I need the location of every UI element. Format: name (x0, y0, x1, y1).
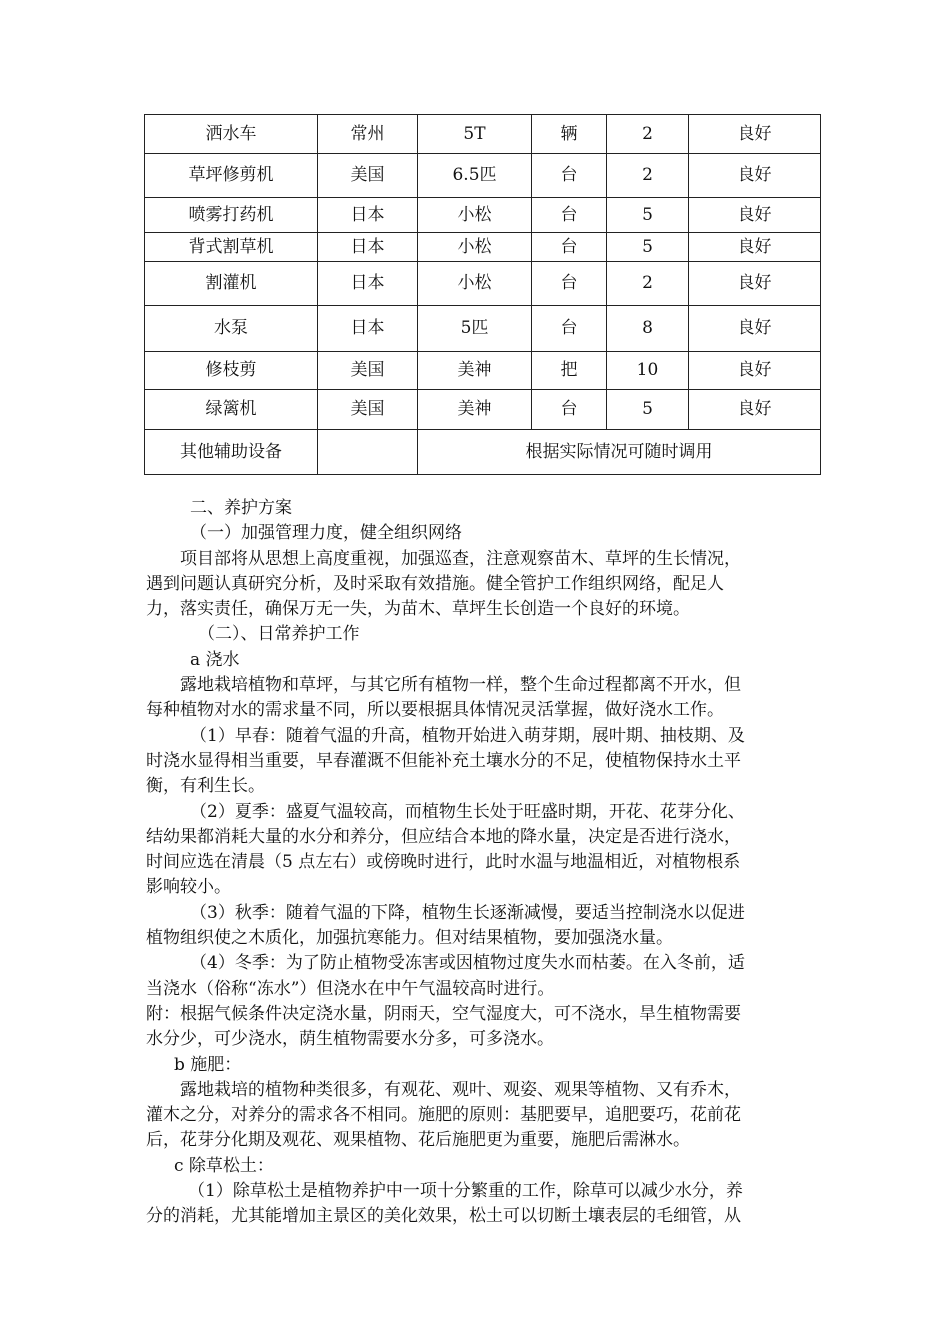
table-row (145, 390, 821, 430)
paragraph-line: 影响较小。 (146, 877, 231, 898)
paragraph-line: 附：根据气候条件决定浇水量，阴雨天，空气湿度大，可不浇水，旱生植物需要 (146, 1003, 741, 1024)
paragraph-line: 每种植物对水的需求量不同，所以要根据具体情况灵活掌握，做好浇水工作。 (146, 700, 724, 721)
paragraph-line: （2）夏季：盛夏气温较高，而植物生长处于旺盛时期，开花、花芽分化、 (190, 801, 745, 822)
table-cell (318, 430, 418, 475)
paragraph-line: （4）冬季：为了防止植物受冻害或因植物过度失水而枯萎。在入冬前，适 (190, 953, 745, 974)
table-cell: 辆 (532, 115, 607, 154)
paragraph-line: 遇到问题认真研究分析，及时采取有效措施。健全管护工作组织网络，配足人 (146, 573, 724, 594)
equipment-table (144, 114, 821, 475)
item-heading: b 施肥： (174, 1054, 242, 1075)
paragraph-line: 衡，有利生长。 (146, 776, 265, 797)
table-cell: 台 (532, 233, 607, 262)
paragraph-line: 力，落实责任，确保万无一失，为苗木、草坪生长创造一个良好的环境。 (146, 599, 690, 620)
item-heading: a 浇水 (190, 649, 240, 670)
table-cell: 5 (607, 198, 689, 233)
table-cell: 台 (532, 154, 607, 198)
paragraph-line: 时间应选在清晨（5 点左右）或傍晚时进行，此时水温与地温相近，对植物根系 (146, 852, 741, 873)
table-cell: 修枝剪 (145, 352, 318, 390)
table-cell: 背式割草机 (145, 233, 318, 262)
table-cell: 日本 (318, 233, 418, 262)
paragraph-line: （3）秋季：随着气温的下降，植物生长逐渐减慢，要适当控制浇水以促进 (190, 902, 745, 923)
table-row (145, 430, 821, 475)
table-row (145, 262, 821, 306)
table-cell: 良好 (689, 198, 821, 233)
subsection-heading: （二）、日常养护工作 (198, 624, 360, 645)
paragraph-line: （1）除草松土是植物养护中一项十分繁重的工作，除草可以减少水分，养 (188, 1181, 743, 1202)
table-row (145, 233, 821, 262)
table-cell: 2 (607, 262, 689, 306)
paragraph-line: 项目部将从思想上高度重视，加强巡查，注意观察苗木、草坪的生长情况， (180, 548, 741, 569)
table-cell: 草坪修剪机 (145, 154, 318, 198)
table-cell: 美国 (318, 154, 418, 198)
table-cell: 常州 (318, 115, 418, 154)
table-cell: 美国 (318, 390, 418, 430)
table-cell: 割灌机 (145, 262, 318, 306)
table-cell: 良好 (689, 306, 821, 352)
paragraph-line: 露地栽培的植物种类很多，有观花、观叶、观姿、观果等植物、又有乔木， (180, 1079, 741, 1100)
paragraph-line: 水分少，可少浇水，荫生植物需要水分多，可多浇水。 (146, 1029, 554, 1050)
section-heading: 二、养护方案 (190, 498, 292, 518)
table-cell: 日本 (318, 262, 418, 306)
table-cell: 良好 (689, 154, 821, 198)
table-cell: 5匹 (418, 306, 532, 352)
table-cell: 绿篱机 (145, 390, 318, 430)
table-row (145, 154, 821, 198)
paragraph-line: 分的消耗，尤其能增加主景区的美化效果，松土可以切断土壤表层的毛细管，从 (146, 1206, 741, 1227)
document-body (146, 496, 810, 1230)
table-cell: 6.5匹 (418, 154, 532, 198)
table-cell: 5T (418, 115, 532, 154)
table-cell-note: 根据实际情况可随时调用 (418, 430, 821, 475)
table-cell: 小松 (418, 262, 532, 306)
table-cell: 美神 (418, 390, 532, 430)
paragraph-line: 后，花芽分化期及观花、观果植物、花后施肥更为重要，施肥后需淋水。 (146, 1130, 690, 1151)
table-cell: 5 (607, 233, 689, 262)
table-row (145, 115, 821, 154)
table-cell: 2 (607, 154, 689, 198)
paragraph-line: 植物组织使之木质化，加强抗寒能力。但对结果植物，要加强浇水量。 (146, 928, 673, 949)
table-cell: 其他辅助设备 (145, 430, 318, 475)
paragraph-line: 露地栽培植物和草坪，与其它所有植物一样，整个生命过程都离不开水，但 (180, 675, 741, 696)
table-cell: 喷雾打药机 (145, 198, 318, 233)
table-cell: 小松 (418, 198, 532, 233)
table-row (145, 352, 821, 390)
table-cell: 10 (607, 352, 689, 390)
item-heading: c 除草松土： (174, 1155, 274, 1176)
table-cell: 美国 (318, 352, 418, 390)
table-cell: 洒水车 (145, 115, 318, 154)
paragraph-line: （1）早春：随着气温的升高，植物开始进入萌芽期，展叶期、抽枝期、及 (190, 725, 745, 746)
table-cell: 良好 (689, 262, 821, 306)
table-row (145, 198, 821, 233)
paragraph-line: 结幼果都消耗大量的水分和养分，但应结合本地的降水量，决定是否进行浇水， (146, 826, 741, 847)
table-cell: 良好 (689, 233, 821, 262)
table-cell: 良好 (689, 390, 821, 430)
table-cell: 良好 (689, 115, 821, 154)
table-cell: 把 (532, 352, 607, 390)
table-cell: 台 (532, 262, 607, 306)
table-cell: 台 (532, 198, 607, 233)
table-cell: 美神 (418, 352, 532, 390)
table-cell: 日本 (318, 198, 418, 233)
table-cell: 台 (532, 306, 607, 352)
paragraph-line: 当浇水（俗称“冻水”）但浇水在中午气温较高时进行。 (146, 978, 555, 999)
table-cell: 台 (532, 390, 607, 430)
table-cell: 2 (607, 115, 689, 154)
paragraph-line: 灌木之分，对养分的需求各不相同。施肥的原则：基肥要早，追肥要巧，花前花 (146, 1105, 741, 1126)
subsection-heading: （一）加强管理力度，健全组织网络 (190, 523, 462, 544)
paragraph-line: 时浇水显得相当重要，早春灌溉不但能补充土壤水分的不足，使植物保持水土平 (146, 750, 741, 771)
table-row (145, 306, 821, 352)
table-cell: 水泵 (145, 306, 318, 352)
table-cell: 小松 (418, 233, 532, 262)
table-cell: 5 (607, 390, 689, 430)
table-cell: 8 (607, 306, 689, 352)
table-cell: 日本 (318, 306, 418, 352)
table-cell: 良好 (689, 352, 821, 390)
